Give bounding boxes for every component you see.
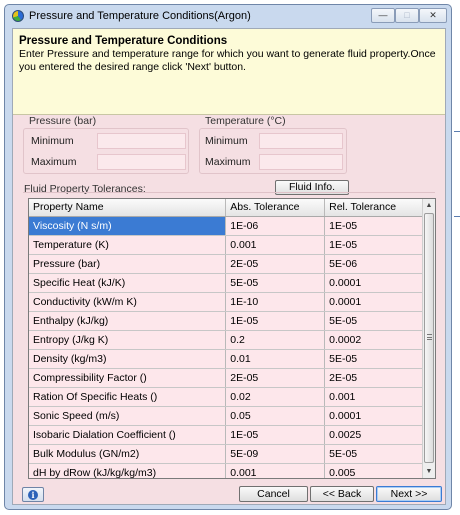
property-name-cell[interactable]: Entropy (J/kg K) <box>29 330 226 349</box>
table-row[interactable] <box>29 311 423 330</box>
property-name-cell[interactable]: Density (kg/m3) <box>29 349 226 368</box>
temperature-max-input[interactable] <box>259 154 343 170</box>
property-name-cell[interactable]: Pressure (bar) <box>29 254 226 273</box>
abs-tolerance-cell[interactable]: 0.01 <box>226 349 325 368</box>
abs-tolerance-cell[interactable]: 1E-05 <box>226 311 325 330</box>
instruction-panel <box>13 29 445 115</box>
table-row[interactable] <box>29 387 423 406</box>
abs-tolerance-cell[interactable]: 0.02 <box>226 387 325 406</box>
rel-tolerance-cell[interactable]: 1E-05 <box>325 216 423 235</box>
rel-tolerance-cell[interactable]: 0.0001 <box>325 292 423 311</box>
fluid-info-button[interactable]: Fluid Info. <box>275 180 349 195</box>
page-description: Enter Pressure and temperature range for which you want to generate fluid property.Once you entered the desired range click 'Next' button. <box>19 48 436 73</box>
edge-marker <box>454 216 460 217</box>
rel-tolerance-cell[interactable]: 0.001 <box>325 387 423 406</box>
table-row[interactable] <box>29 349 423 368</box>
pressure-min-input[interactable] <box>97 133 186 149</box>
property-name-cell[interactable]: Ration Of Specific Heats () <box>29 387 226 406</box>
table-row[interactable] <box>29 254 423 273</box>
temperature-max-label: Maximum <box>205 156 251 168</box>
dialog-window <box>4 4 452 510</box>
abs-tolerance-cell[interactable]: 1E-10 <box>226 292 325 311</box>
dialog-client-area <box>12 28 446 505</box>
property-name-cell[interactable]: Viscosity (N s/m) <box>29 216 226 235</box>
column-header-rel-tolerance[interactable]: Rel. Tolerance <box>325 199 423 216</box>
abs-tolerance-cell[interactable]: 5E-05 <box>226 273 325 292</box>
rel-tolerance-cell[interactable]: 0.005 <box>325 463 423 479</box>
abs-tolerance-cell[interactable]: 0.001 <box>226 463 325 479</box>
table-scrollbar[interactable] <box>422 199 435 478</box>
abs-tolerance-cell[interactable]: 0.05 <box>226 406 325 425</box>
rel-tolerance-cell[interactable]: 5E-05 <box>325 444 423 463</box>
title-bar[interactable] <box>5 5 451 27</box>
abs-tolerance-cell[interactable]: 0.001 <box>226 235 325 254</box>
table-row[interactable] <box>29 292 423 311</box>
table-row[interactable] <box>29 425 423 444</box>
info-button[interactable] <box>22 487 44 502</box>
rel-tolerance-cell[interactable]: 0.0002 <box>325 330 423 349</box>
rel-tolerance-cell[interactable]: 0.0001 <box>325 273 423 292</box>
rel-tolerance-cell[interactable]: 5E-05 <box>325 311 423 330</box>
abs-tolerance-cell[interactable]: 5E-09 <box>226 444 325 463</box>
property-name-cell[interactable]: Conductivity (kW/m K) <box>29 292 226 311</box>
rel-tolerance-cell[interactable]: 5E-06 <box>325 254 423 273</box>
abs-tolerance-cell[interactable]: 1E-06 <box>226 216 325 235</box>
table-row[interactable] <box>29 406 423 425</box>
table-row[interactable] <box>29 368 423 387</box>
property-name-cell[interactable]: Temperature (K) <box>29 235 226 254</box>
abs-tolerance-cell[interactable]: 2E-05 <box>226 254 325 273</box>
minimize-button[interactable]: — <box>371 8 395 23</box>
tolerance-table <box>29 199 423 479</box>
column-header-property[interactable]: Property Name <box>29 199 226 216</box>
tolerances-divider <box>23 192 435 193</box>
property-name-cell[interactable]: Compressibility Factor () <box>29 368 226 387</box>
rel-tolerance-cell[interactable]: 1E-05 <box>325 235 423 254</box>
cancel-button[interactable]: Cancel <box>239 486 308 502</box>
table-row[interactable] <box>29 273 423 292</box>
property-name-cell[interactable]: Sonic Speed (m/s) <box>29 406 226 425</box>
abs-tolerance-cell[interactable]: 0.2 <box>226 330 325 349</box>
property-name-cell[interactable]: Isobaric Dialation Coefficient () <box>29 425 226 444</box>
scroll-thumb[interactable] <box>424 213 434 463</box>
pressure-max-input[interactable] <box>97 154 186 170</box>
back-button[interactable]: << Back <box>310 486 374 502</box>
column-header-abs-tolerance[interactable]: Abs. Tolerance <box>226 199 325 216</box>
tolerances-label: Fluid Property Tolerances: <box>24 183 146 195</box>
abs-tolerance-cell[interactable]: 2E-05 <box>226 368 325 387</box>
maximize-button[interactable]: □ <box>395 8 419 23</box>
temperature-group-label: Temperature (°C) <box>205 115 286 127</box>
table-row[interactable] <box>29 444 423 463</box>
scroll-up-icon[interactable]: ▲ <box>425 202 433 209</box>
window-title: Pressure and Temperature Conditions(Argon) <box>29 10 251 22</box>
tolerance-grid[interactable] <box>28 198 436 479</box>
scroll-down-icon[interactable]: ▼ <box>425 468 433 475</box>
abs-tolerance-cell[interactable]: 1E-05 <box>226 425 325 444</box>
property-name-cell[interactable]: Bulk Modulus (GN/m2) <box>29 444 226 463</box>
pressure-group-label: Pressure (bar) <box>29 115 97 127</box>
property-name-cell[interactable]: Specific Heat (kJ/K) <box>29 273 226 292</box>
temperature-min-label: Minimum <box>205 135 248 147</box>
table-row[interactable] <box>29 330 423 349</box>
table-row[interactable] <box>29 216 423 235</box>
property-name-cell[interactable]: dH by dRow (kJ/kg/kg/m3) <box>29 463 226 479</box>
rel-tolerance-cell[interactable]: 0.0001 <box>325 406 423 425</box>
rel-tolerance-cell[interactable]: 2E-05 <box>325 368 423 387</box>
table-row[interactable] <box>29 463 423 479</box>
rel-tolerance-cell[interactable]: 0.0025 <box>325 425 423 444</box>
close-button[interactable]: ✕ <box>419 8 447 23</box>
property-name-cell[interactable]: Enthalpy (kJ/kg) <box>29 311 226 330</box>
grip-icon <box>427 334 432 340</box>
rel-tolerance-cell[interactable]: 5E-05 <box>325 349 423 368</box>
edge-marker <box>454 131 460 132</box>
table-header-row <box>29 199 423 216</box>
app-logo-icon <box>12 10 24 22</box>
pressure-min-label: Minimum <box>31 135 74 147</box>
next-button[interactable]: Next >> <box>376 486 442 502</box>
pressure-max-label: Maximum <box>31 156 77 168</box>
page-title: Pressure and Temperature Conditions <box>19 35 228 47</box>
info-icon: i <box>28 490 38 500</box>
table-row[interactable] <box>29 235 423 254</box>
temperature-min-input[interactable] <box>259 133 343 149</box>
